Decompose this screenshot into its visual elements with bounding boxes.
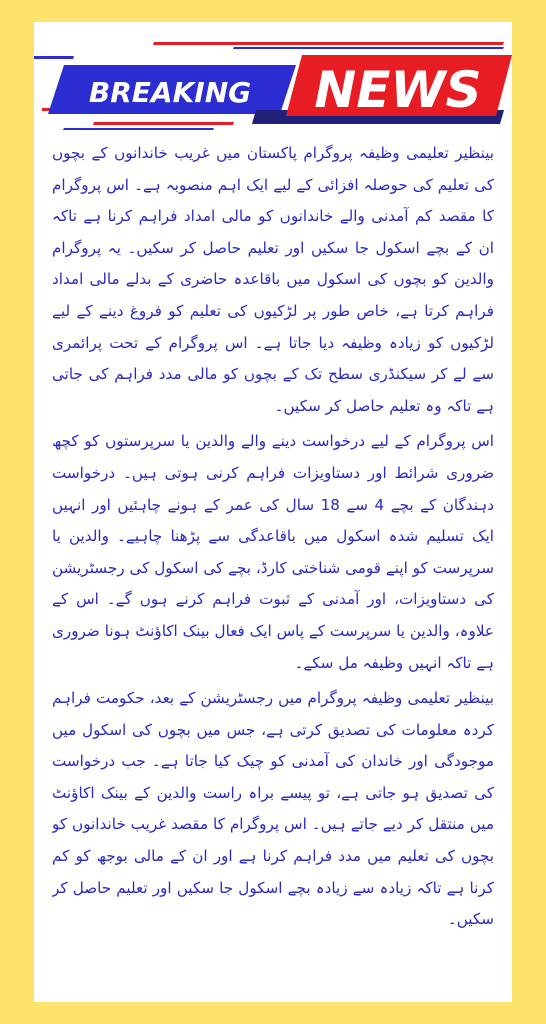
article-body	[52, 138, 494, 990]
breaking-word: BREAKING	[88, 76, 252, 109]
paragraph: اس پروگرام کے لیے درخواست دینے والے والدین یا سرپرستوں کو کچھ ضروری شرائط اور دستاویزات فراہم کرنی ہوتی ہیں۔ درخواست دہندگان کے بچے 4 سے 18 سال کی عمر کے ہونے چاہئیں اور انہیں ایک تسلیم شدہ اسکول میں باقاعدگی سے پڑھنا چاہیے۔ والدین یا سرپرست کو اپنے قومی شناختی کارڈ، بچے کی اسکول کی رجسٹریشن کی دستاویزات، اور آمدنی کے ثبوت فراہم کرنے ہوں گے۔ اس کے علاوہ، والدین یا سرپرست کے پاس ایک فعال بینک اکاؤنٹ ہونا ضروری ہے تاکہ انہیں وظیفہ مل سکے۔	[52, 432, 494, 672]
paragraph: بینظیر تعلیمی وظیفہ پروگرام میں رجسٹریشن کے بعد، حکومت فراہم کردہ معلومات کی تصدیق کرتی ہے، جس میں بچوں کی اسکول میں موجودگی اور خاندان کی آمدنی کو چیک کیا جاتا ہے۔ جب درخواست کی تصدیق ہو جاتی ہے، تو پیسے براہ راست والدین کے بینک اکاؤنٹ میں منتقل کر دیے جاتے ہیں۔ اس پروگرام کا مقصد غریب خاندانوں کو بچوں کی تعلیم میں مدد فراہم کرنا ہے اور ان کے مالی بوجھ کو کم کرنا ہے تاکہ زیادہ سے زیادہ بچے اسکول جا سکیں اور تعلیم حاصل کر سکیں۔	[52, 689, 494, 929]
breaking-news-banner	[34, 22, 512, 132]
banner-stripe	[233, 47, 504, 49]
banner-stripe	[34, 56, 74, 59]
paragraph: بینظیر تعلیمی وظیفہ پروگرام پاکستان میں غریب خاندانوں کے بچوں کی تعلیم کی حوصلہ افزائی کے لیے ایک اہم منصوبہ ہے۔ اس پروگرام کا مقصد کم آمدنی والے خاندانوں کو مالی امداد فراہم کرنا ہے تاکہ ان کے بچے اسکول جا سکیں اور تعلیم حاصل کر سکیں۔ یہ پروگرام والدین کو بچوں کی اسکول میں باقاعدہ حاضری کے بدلے مالی امداد فراہم کرتا ہے، خاص طور پر لڑکیوں کی تعلیم کو فروغ دینے کے لیے لڑکیوں کو زیادہ وظیفہ دیا جاتا ہے۔ اس پروگرام کے تحت پرائمری سے لے کر سیکنڈری سطح تک کے بچوں کو مالی مدد فراہم کی جاتی ہے تاکہ وہ تعلیم حاصل کر سکیں۔	[52, 144, 494, 415]
news-word: NEWS	[314, 61, 482, 119]
banner-stripe	[153, 42, 504, 45]
article-card	[34, 22, 512, 1002]
banner-stripe	[93, 122, 234, 125]
banner-stripe	[63, 128, 214, 130]
